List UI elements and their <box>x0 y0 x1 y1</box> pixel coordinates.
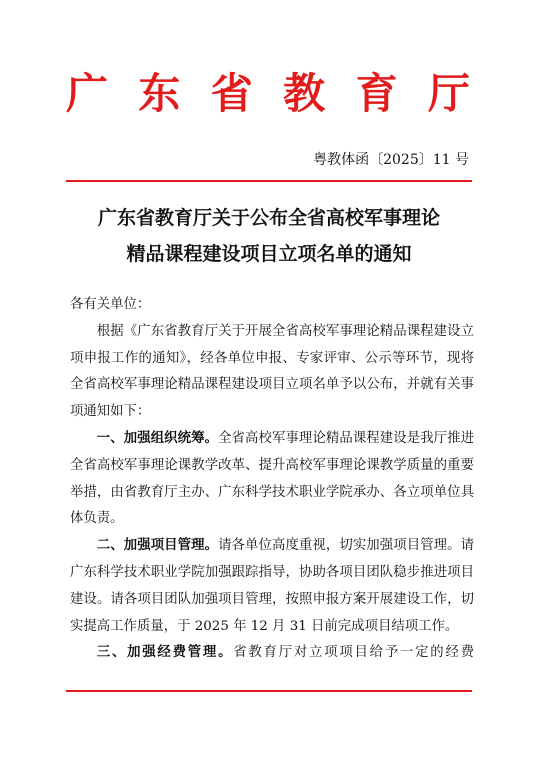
document-title-line: 精品课程建设项目立项名单的通知 <box>126 243 412 265</box>
agency-title-char: 育 <box>355 69 398 118</box>
item-2-text: 请各单位高度重视，切实加强项目管理。请广东科学技术职业学院加强跟踪指导，协助各项目团队稳步推进项目建设。请各项目团队加强项目管理，按照申报方案开展建设工作，切实提高工作质量，于 2025 年 12 月 31 日前完成项目结项工作。 <box>70 538 475 634</box>
item-1-paragraph <box>70 426 474 533</box>
item-2-paragraph <box>70 533 474 640</box>
footer-divider <box>66 690 472 692</box>
agency-title-char: 教 <box>283 69 326 118</box>
item-2-heading: 二、加强项目管理。 <box>96 538 219 554</box>
agency-title <box>66 68 470 120</box>
item-3-heading: 三、加强经费管理。 <box>96 645 234 661</box>
intro-paragraph: 根据《广东省教育厅关于开展全省高校军事理论精品课程建设立项申报工作的通知》，经各单位申报、专家评审、公示等环节，现将全省高校军事理论精品课程建设项目立项名单予以公布，并就有关事项通知如下： <box>70 323 474 420</box>
document-title <box>66 200 472 272</box>
item-1-text: 全省高校军事理论精品课程建设是我厅推进全省高校军事理论课教学改革、提升高校军事理论课教学质量的重要举措，由省教育厅主办、广东科学技术职业学院承办、各立项单位具体负责。 <box>70 430 475 527</box>
item-1-heading: 一、加强组织统筹。 <box>96 430 219 446</box>
document-body <box>70 292 474 667</box>
agency-title-char: 东 <box>138 69 181 118</box>
document-number: 粤教体函〔2025〕11 号 <box>313 152 469 168</box>
agency-title-char: 厅 <box>427 69 470 118</box>
greeting: 各有关单位： <box>70 297 151 312</box>
agency-title-char: 广 <box>66 69 109 118</box>
header-divider <box>66 180 472 182</box>
agency-title-char: 省 <box>210 69 253 118</box>
document-title-line: 广东省教育厅关于公布全省高校军事理论 <box>97 207 440 229</box>
item-3-paragraph <box>70 640 474 667</box>
item-3-text: 省教育厅对立项项目给予一定的经费 <box>233 645 475 661</box>
